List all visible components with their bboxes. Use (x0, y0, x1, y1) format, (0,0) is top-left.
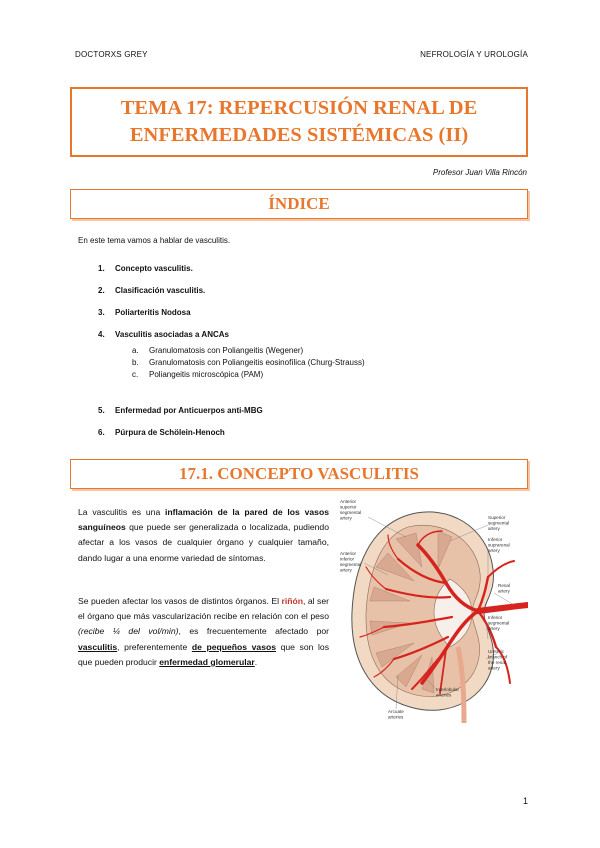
index-item-3[interactable] (98, 308, 365, 330)
index-num: 6. (98, 428, 105, 437)
index-item-5[interactable] (98, 406, 365, 428)
label-superior-segmental: Superior segmental artery (488, 515, 510, 531)
index-subitem-b[interactable] (132, 358, 365, 370)
index-label: Vasculitis asociadas a ANCAs (115, 330, 229, 339)
subitem-label: Poliangeitis microscópica (PAM) (149, 370, 264, 379)
index-item-2[interactable] (98, 286, 365, 308)
index-label: Poliarteritis Nodosa (115, 308, 191, 317)
kidney-arteries-illustration (338, 497, 528, 723)
p2-bold-kidney: riñón (281, 596, 303, 606)
p1-bold: inflamación de la pared de los vasos sanguíneos (78, 507, 329, 533)
section-heading-box (70, 459, 528, 489)
p2-text: Se pueden afectar los vasos de distintos órganos. El (78, 596, 282, 606)
p1-text: que puede ser generalizada o localizada, pudiendo afectar a los vasos de cualquier órgano y cualquier tamaño, dando lugar a una enorme variedad de síntomas. (78, 522, 329, 563)
subitem-letter: c. (132, 370, 139, 379)
subitem-label: Granulomatosis con Poliangeitis eosinofílica (Churg-Strauss) (149, 358, 365, 367)
subitem-letter: b. (132, 358, 139, 367)
page-number: 1 (522, 796, 528, 806)
index-intro: En este tema vamos a hablar de vasculitis. (78, 236, 231, 245)
index-num: 1. (98, 264, 105, 273)
index-item-1[interactable] (98, 264, 365, 286)
label-ureteric-branch: Ureteric branch of the renal artery (488, 649, 508, 671)
p2-text: . (254, 656, 258, 667)
p2-bold-underline: de pequeños vasos (191, 641, 277, 652)
author: Profesor Juan Villa Rincón (432, 168, 527, 177)
section-heading: 17.1. CONCEPTO VASCULITIS (179, 464, 419, 483)
index-label: Púrpura de Schölein-Henoch (115, 428, 225, 437)
title-box (70, 87, 528, 157)
index-num: 2. (98, 286, 105, 295)
header-left: DOCTORXS GREY (75, 50, 148, 59)
title-line-2: ENFERMEDADES SISTÉMICAS (II) (129, 124, 469, 146)
paragraph-1 (78, 505, 329, 566)
p2-bold-underline: enfermedad glomerular (159, 656, 255, 667)
header-right: NEFROLOGÍA Y UROLOGÍA (420, 50, 528, 59)
index-label: Concepto vasculitis. (115, 264, 193, 273)
p2-text: que son los que pueden producir (78, 641, 329, 667)
label-inferior-segmental: Inferior segmental artery (488, 615, 510, 631)
label-anterior-inferior: Anterior inferior segmental artery (340, 551, 362, 573)
p2-bold-underline: vasculitis (78, 641, 118, 652)
label-arcuate: Arcuate arteries (388, 709, 404, 720)
label-interlobular: Interlobular arteries (436, 687, 459, 698)
index-heading: ÍNDICE (268, 194, 330, 213)
subitem-letter: a. (132, 346, 139, 355)
paragraph-2 (78, 594, 329, 670)
index-heading-box (70, 189, 528, 219)
index-label: Enfermedad por Anticuerpos anti-MBG (115, 406, 263, 415)
label-renal-artery: Renal artery (498, 583, 511, 594)
p2-text: , preferentemente (117, 641, 192, 652)
subitem-label: Granulomatosis con Poliangeitis (Wegener) (149, 346, 304, 355)
p2-italic: (recibe ¼ del vol/min) (78, 626, 179, 637)
p1-text: La vasculitis es una (78, 507, 166, 517)
index-label: Clasificación vasculitis. (115, 286, 206, 295)
index-subitem-a[interactable] (132, 346, 365, 358)
title-line-1: TEMA 17: REPERCUSIÓN RENAL DE (120, 97, 478, 119)
p2-text: , al ser el órgano que más vascularización recibe en relación con el peso (78, 596, 329, 622)
index-num: 3. (98, 308, 105, 317)
index-sublist (98, 346, 365, 406)
label-inferior-suprarenal: Inferior suprarenal artery (488, 537, 510, 553)
index-item-6[interactable] (98, 428, 365, 450)
index-num: 5. (98, 406, 105, 415)
index-num: 4. (98, 330, 105, 339)
index-list (98, 264, 365, 450)
index-subitem-c[interactable] (132, 370, 365, 382)
p2-text: , es frecuentemente afectado por (178, 626, 329, 637)
label-anterior-superior: Anterior superior segmental artery (340, 499, 362, 521)
